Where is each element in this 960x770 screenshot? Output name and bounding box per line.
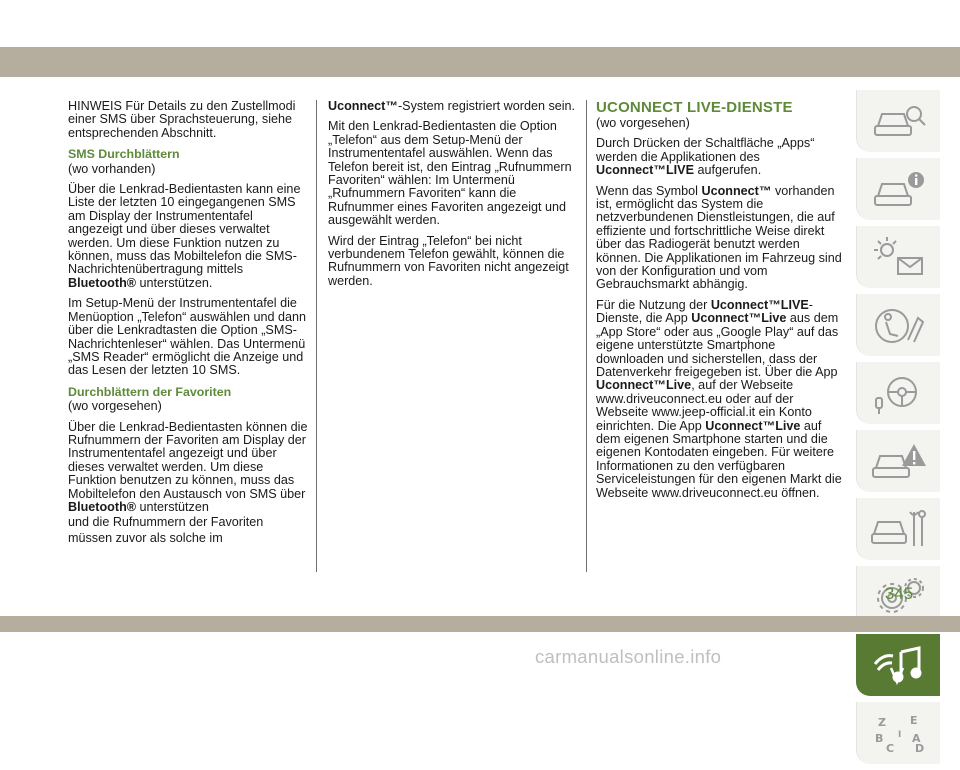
tab-index[interactable] xyxy=(856,702,940,764)
svg-text:I: I xyxy=(897,730,901,740)
column-divider xyxy=(316,100,317,572)
car-warning-icon xyxy=(870,438,928,484)
tab-getting-to-know[interactable] xyxy=(856,158,940,220)
index-letters-icon xyxy=(870,710,928,756)
section-heading: UCONNECT LIVE-DIENSTE xyxy=(596,99,793,116)
svg-text:Z: Z xyxy=(877,716,886,729)
svg-text:D: D xyxy=(914,742,924,755)
paragraph: Im Setup-Menü der Instrumententafel die Menüoption „Telefon“ auswählen und dann über die Lenkradtasten die Option „SMS-Nachrichtenleser“ wählen. Das Untermenü „SMS Reader“ ermöglicht die Anzeige und das Lesen der letzten 10 SMS. xyxy=(68,296,307,378)
paragraph: Wenn das Symbol Uconnect™ vorhanden ist, ermöglicht das System die netzverbundenen Dienstleistungen, die auf effiziente und fortschrittliche Weise direkt über das Radiogerät benutzt werden können. Die Applikationen im Fahrzeug sind von der Konfiguration und vom Gebrauchsmarkt abhängig. xyxy=(596,183,842,292)
page-number: 345 xyxy=(884,584,914,603)
tab-dashboard[interactable] xyxy=(856,90,940,152)
paragraph: Für die Nutzung der Uconnect™LIVE-Dienste, die App Uconnect™Live aus dem „App Store“ oder aus „Google Play“ auf das eigene unterstützte Smartphone downloaden und sicherstellen, dass der Datenverkehr freigegeben ist. Über die App Uconnect™Live, auf der Webseite www.driveuconnect.eu oder auf der Webseite www.jeep-official.it ein Konto einrichten. Die App Uconnect™Live auf dem eigenen Smartphone starten und die eigenen Kontodaten eingeben. Für weitere Informationen zu den verfügbaren Serviceleistungen für den eigenen Markt die Webseite www.driveuconnect.eu öffnen. xyxy=(596,297,842,500)
tab-starting-driving[interactable] xyxy=(856,362,940,424)
paragraph-line: müssen zuvor als solche im xyxy=(68,530,223,545)
header-band xyxy=(0,47,960,77)
column-1 xyxy=(68,100,308,552)
paragraph: Wird der Eintrag „Telefon“ bei nicht verbundenem Telefon gewählt, können die Rufnummern von Favoriten nicht angezeigt werden. xyxy=(328,233,569,288)
tab-lights[interactable] xyxy=(856,226,940,288)
tab-safety[interactable] xyxy=(856,294,940,356)
availability-note: (wo vorgesehen) xyxy=(68,399,162,414)
paragraph: Über die Lenkrad-Bedientasten können die Rufnummern der Favoriten am Display der Instrumententafel angezeigt und über dieses verwaltet werden. Um diese Funktion benutzen zu können, muss das Mobiltelefon den Austausch von SMS über Bluetooth® unterstützen xyxy=(68,419,308,514)
svg-text:C: C xyxy=(885,742,894,755)
tab-maintenance[interactable] xyxy=(856,498,940,560)
lights-message-icon xyxy=(870,234,928,280)
paragraph: Mit den Lenkrad-Bedientasten die Option „Telefon“ aus dem Setup-Menü der Instrumententafel auswählen. Wenn das Telefon bereit ist, den Eintrag „Rufnummern Favoriten“ wählen: Im Untermenü „Rufnummern Favoriten“ kann die Rufnummer eines Favoriten angezeigt und ausgewählt werden. xyxy=(328,119,572,228)
column-2 xyxy=(328,100,578,295)
chapter-tabs xyxy=(856,90,940,770)
paragraph: Durch Drücken der Schaltfläche „Apps“ werden die Applikationen des Uconnect™LIVE aufgerufen. xyxy=(596,136,815,178)
column-3 xyxy=(596,100,846,507)
subheading-favorites: Durchblättern der Favoriten xyxy=(68,384,232,399)
paragraph-line: und die Rufnummern der Favoriten xyxy=(68,515,264,530)
car-search-icon xyxy=(870,98,928,144)
subheading-sms-browse: SMS Durchblättern xyxy=(68,147,180,162)
airbag-seat-icon xyxy=(870,302,928,348)
note-paragraph: HINWEIS Für Details zu den Zustellmodi einer SMS über Sprachsteuerung, siehe entsprechenden Abschnitt. xyxy=(68,99,296,140)
svg-text:A: A xyxy=(911,732,921,745)
availability-note: (wo vorhanden) xyxy=(68,161,156,176)
paragraph: Über die Lenkrad-Bedientasten kann eine Liste der letzten 10 eingegangenen SMS am Display der Instrumententafel angezeigt und über dieses verwaltet werden. Um diese Funktion nutzen zu können, muss das Mobiltelefon die SMS-Nachrichtenübertragung mittels Bluetooth® unterstützen. xyxy=(68,182,301,290)
watermark: carmanualsonline.info xyxy=(535,646,722,667)
multimedia-icon xyxy=(869,642,927,688)
footer-band xyxy=(0,616,960,632)
car-tools-icon xyxy=(870,506,928,552)
steering-wheel-key-icon xyxy=(870,370,928,416)
tab-multimedia[interactable] xyxy=(856,634,940,696)
tab-emergency[interactable] xyxy=(856,430,940,492)
car-info-icon xyxy=(870,166,928,212)
paragraph: Uconnect™-System registriert worden sein. xyxy=(328,99,576,113)
availability-note: (wo vorgesehen) xyxy=(596,116,690,130)
svg-text:E: E xyxy=(909,714,918,727)
column-divider xyxy=(586,100,587,572)
svg-text:B: B xyxy=(874,732,883,745)
